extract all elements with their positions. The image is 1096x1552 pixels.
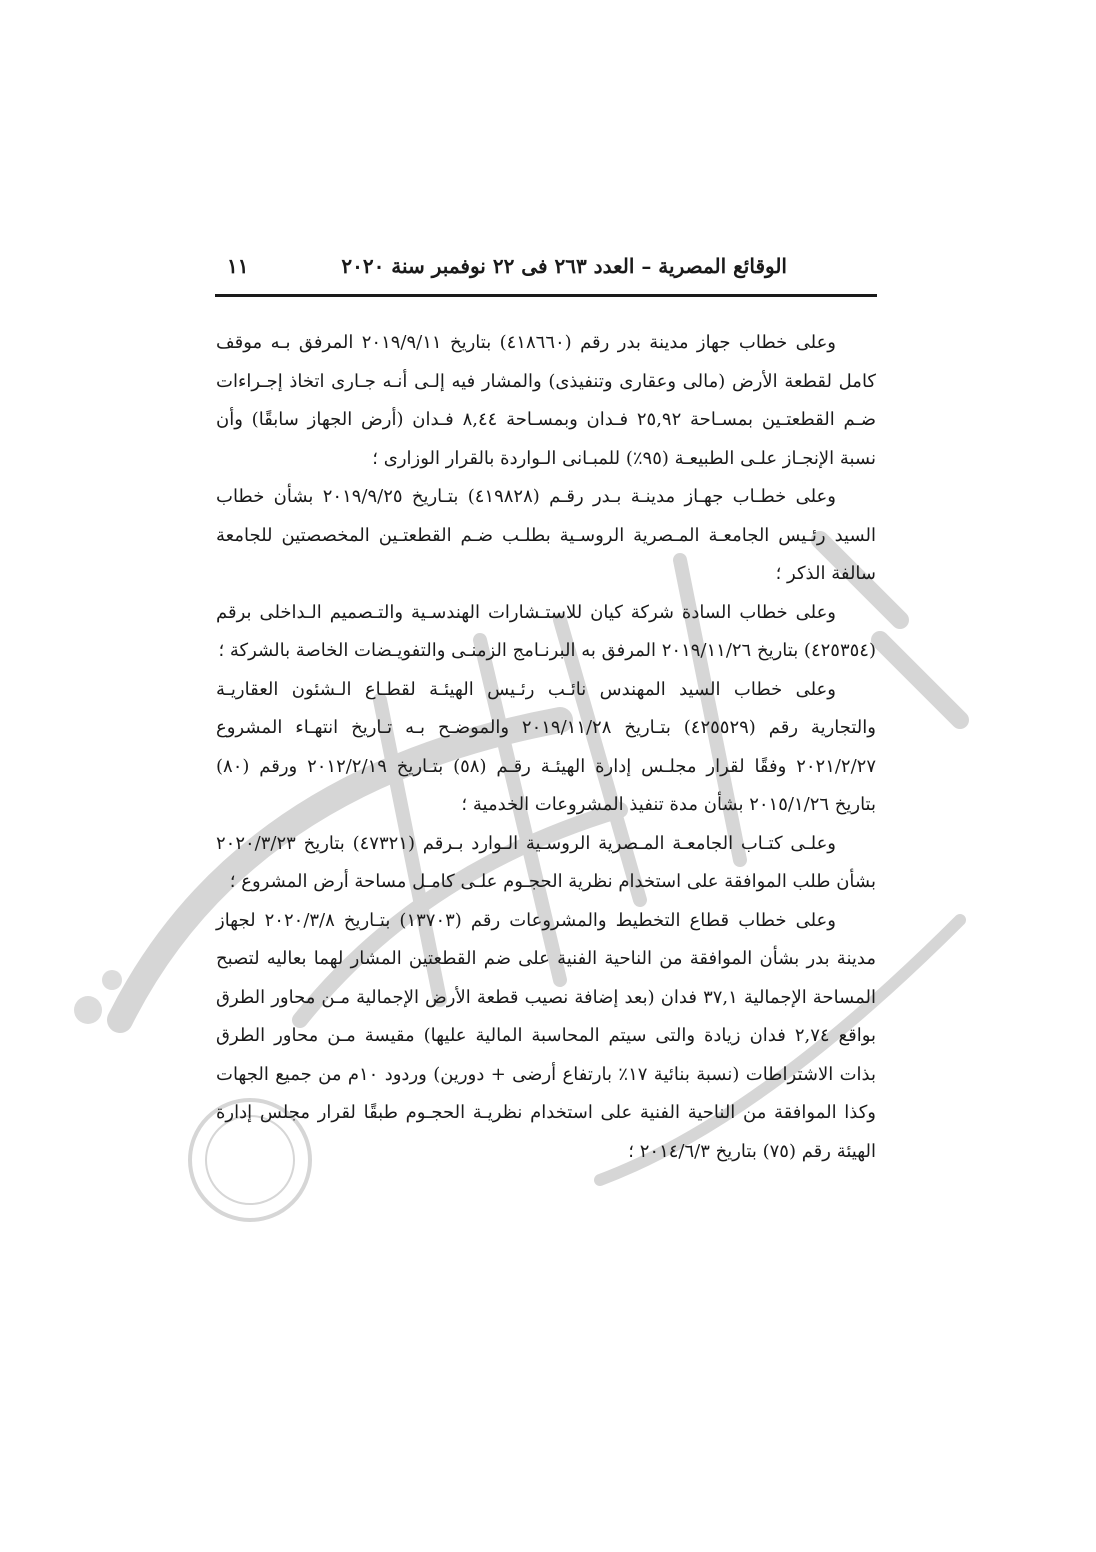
paragraph-5: وعلـى كتـاب الجامعـة المـصرية الروسـية الـوارد بـرقم (٤٧٣٢١) بتاريخ ٢٠٢٠/٣/٢٣ بشأن طلب الموافقة على استخدام نظرية الحجـوم علـى كامـل مساحة أرض المشروع ؛	[216, 832, 876, 892]
header-title: الوقائع المصرية – العدد ٢٦٣ فى ٢٢ نوفمبر سنة ٢٠٢٠	[341, 254, 787, 278]
page-number: ١١	[227, 254, 249, 278]
paragraph-1: وعلى خطاب جهاز مدينة بدر رقم (٤١٨٦٦٠) بتاريخ ٢٠١٩/٩/١١ المرفق بـه موقف كامل لقطعة الأرض (مالى وعقارى وتنفيذى) والمشار فيه إلـى أنـه جـارى اتخاذ إجـراءات ضـم القطعتـين بمسـاحة ٢٥,٩٢ فـدان وبمسـاحة ٨,٤٤ فـدان (أرض الجهاز سابقًا) وأن نسبة الإنجـاز علـى الطبيعـة (٩٥٪) للمبـانى الـواردة بالقرار الوزارى ؛	[216, 332, 877, 469]
page-header	[215, 252, 875, 292]
watermark-dot	[74, 996, 102, 1024]
document-body	[216, 324, 876, 1171]
paragraph-3: وعلى خطاب السادة شركة كيان للاستـشارات الهندسـية والتـصميم الـداخلى برقم (٤٢٥٣٥٤) بتاريخ ٢٠١٩/١١/٢٦ المرفق به البرنـامج الزمنـى والتفويـضات الخاصة بالشركة ؛	[216, 601, 876, 661]
paragraph-4: وعلى خطاب السيد المهندس نائـب رئـيس الهيئـة لقطـاع الـشئون العقاريـة والتجارية رقم (٤٢٥٥٢٩) بتـاريخ ٢٠١٩/١١/٢٨ والموضـح بـه تـاريخ انتهـاء المشروع ٢٠٢١/٢/٢٧ وفقًا لقرار مجلـس إدارة الهيئـة رقـم (٥٨) بتـاريخ ٢٠١٢/٢/١٩ ورقم (٨٠) بتاريخ ٢٠١٥/١/٢٦ بشأن مدة تنفيذ المشروعات الخدمية ؛	[216, 678, 876, 815]
paragraph-2: وعلى خطـاب جهـاز مدينـة بـدر رقـم (٤١٩٨٢٨) بتـاريخ ٢٠١٩/٩/٢٥ بشأن خطاب السيد رئـيس الجامعـة المـصرية الروسـية بطلـب ضـم القطعتـين المخصصتين للجامعة سالفة الذكر ؛	[216, 486, 876, 584]
paragraph-6: وعلى خطاب قطاع التخطيط والمشروعات رقم (١٣٧٠٣) بتـاريخ ٢٠٢٠/٣/٨ لجهاز مدينة بدر بشأن الموافقة من الناحية الفنية على ضم القطعتين المشار لهما بعاليه لتصبح المساحة الإجمالية ٣٧,١ فدان (بعد إضافة نصيب قطعة الأرض الإجمالية مـن محاور الطرق بواقع ٢,٧٤ فدان زيادة والتى سيتم المحاسبة المالية عليها) مقيسة مـن محاور الطرق بذات الاشتراطات (نسبة بنائية ١٧٪ بارتفاع أرضى + دورين) وردود ١٠م من جميع الجهات وكذا الموافقة من الناحية الفنية على استخدام نظريـة الحجـوم طبقًا لقرار مجلس إدارة الهيئة رقم (٧٥) بتاريخ ٢٠١٤/٦/٣ ؛	[216, 909, 876, 1162]
header-rule	[215, 294, 877, 297]
